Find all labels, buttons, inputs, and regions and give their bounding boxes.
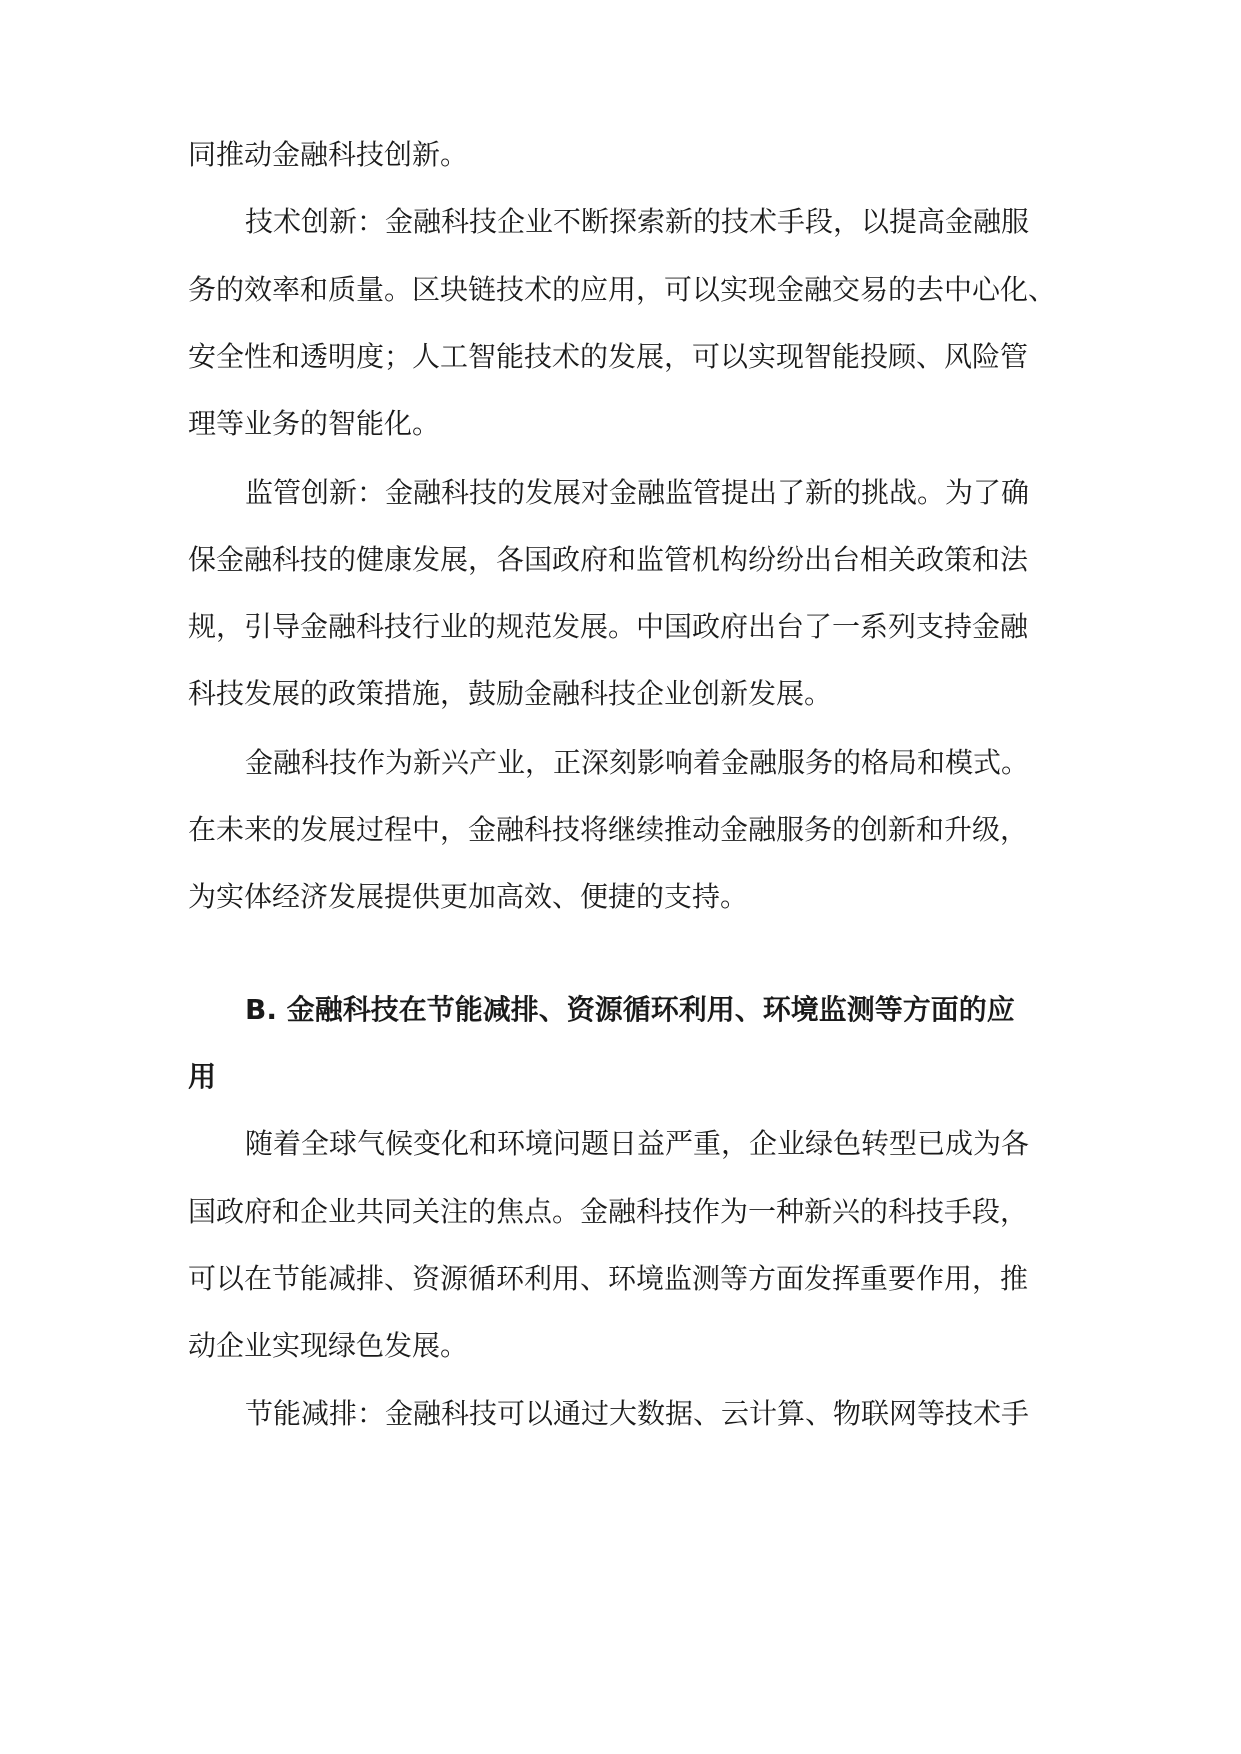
paragraph-line: 理等业务的智能化。	[188, 407, 441, 440]
paragraph-line: 科技发展的政策措施，鼓励金融科技企业创新发展。	[188, 677, 833, 710]
paragraph-line: 保金融科技的健康发展，各国政府和监管机构纷纷出台相关政策和法	[188, 543, 1029, 576]
paragraph-line: 在未来的发展过程中，金融科技将继续推动金融服务的创新和升级，	[188, 813, 1029, 846]
paragraph-line: 可以在节能减排、资源循环利用、环境监测等方面发挥重要作用，推	[188, 1262, 1029, 1295]
paragraph-line: 为实体经济发展提供更加高效、便捷的支持。	[188, 880, 749, 913]
paragraph-line: 监管创新：金融科技的发展对金融监管提出了新的挑战。为了确	[245, 476, 1030, 509]
paragraph-line: 国政府和企业共同关注的焦点。金融科技作为一种新兴的科技手段，	[188, 1195, 1029, 1228]
paragraph-line: 动企业实现绿色发展。	[188, 1329, 469, 1362]
section-heading: 用	[188, 1060, 217, 1093]
paragraph-line: 随着全球气候变化和环境问题日益严重，企业绿色转型已成为各	[245, 1127, 1030, 1160]
paragraph-line: 金融科技作为新兴产业，正深刻影响着金融服务的格局和模式。	[245, 746, 1030, 779]
paragraph-line: 务的效率和质量。区块链技术的应用，可以实现金融交易的去中心化、	[188, 273, 1057, 306]
paragraph-line: 技术创新：金融科技企业不断探索新的技术手段，以提高金融服	[245, 205, 1030, 238]
paragraph-line: 安全性和透明度；人工智能技术的发展，可以实现智能投顾、风险管	[188, 340, 1029, 373]
paragraph-line: 同推动金融科技创新。	[188, 138, 469, 171]
section-heading: B. 金融科技在节能减排、资源循环利用、环境监测等方面的应	[245, 993, 1015, 1026]
paragraph-line: 节能减排：金融科技可以通过大数据、云计算、物联网等技术手	[245, 1397, 1030, 1430]
paragraph-line: 规，引导金融科技行业的规范发展。中国政府出台了一系列支持金融	[188, 610, 1029, 643]
